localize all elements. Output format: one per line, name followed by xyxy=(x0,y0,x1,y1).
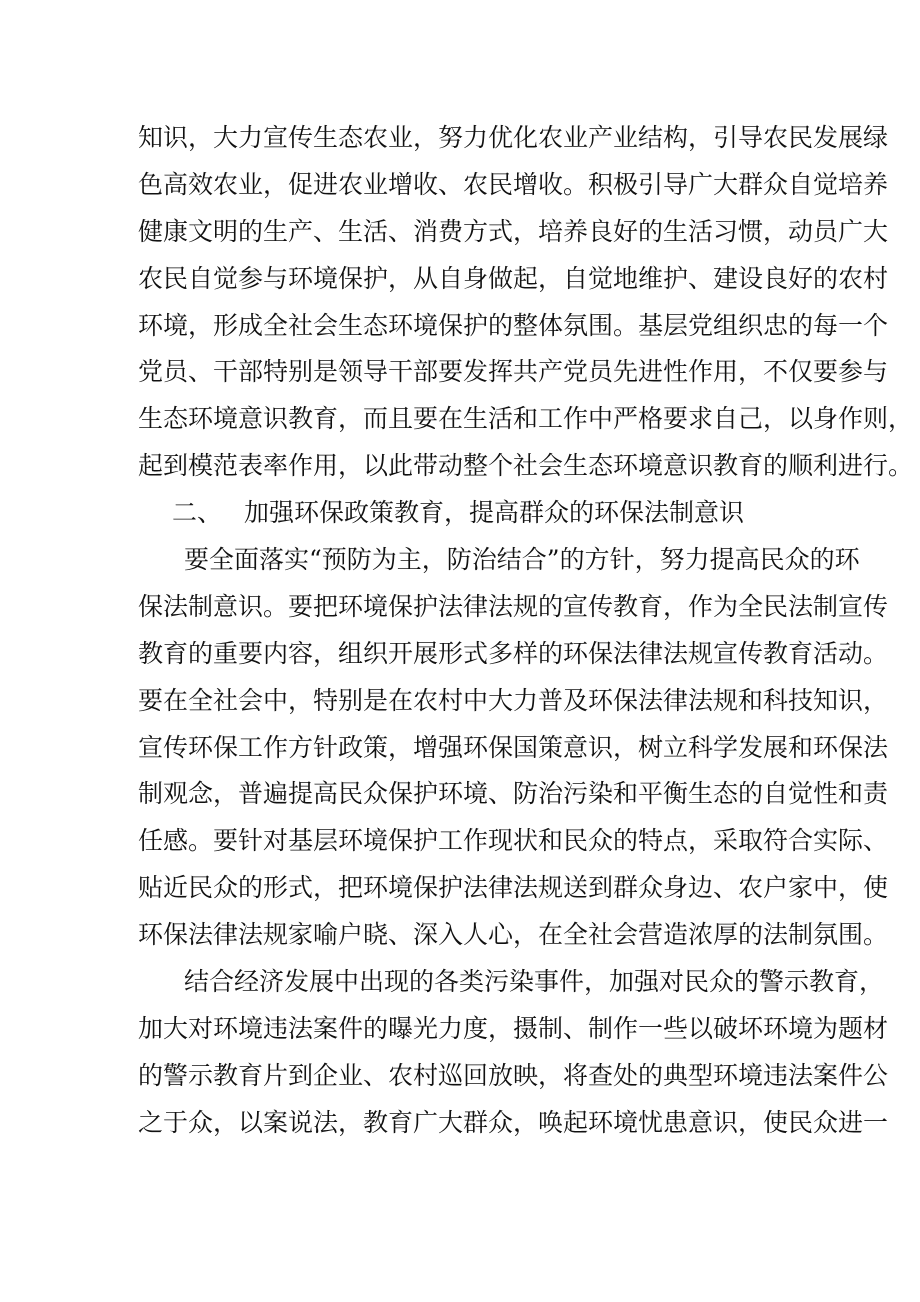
paragraph-line: 加大对环境违法案件的曝光力度，摄制、制作一些以破坏环境为题材 xyxy=(138,1013,889,1043)
paragraph-line: 制观念，普遍提高民众保护环境、防治污染和平衡生态的自觉性和责 xyxy=(138,779,889,809)
paragraph-line: 任感。要针对基层环境保护工作现状和民众的特点，采取符合实际、 xyxy=(138,826,889,856)
paragraph-line: 贴近民众的形式，把环境保护法律法规送到群众身边、农户家中，使 xyxy=(138,873,889,903)
paragraph-3 xyxy=(138,959,889,1147)
paragraph-line: 生态环境意识教育，而且要在生活和工作中严格要求自己，以身作则， xyxy=(138,404,914,434)
paragraph-line: 党员、干部特别是领导干部要发挥共产党员先进性作用，不仅要参与 xyxy=(138,357,889,387)
paragraph-line: 健康文明的生产、生活、消费方式，培养良好的生活习惯，动员广大 xyxy=(138,216,889,246)
paragraph-line: 结合经济发展中出现的各类污染事件，加强对民众的警示教育， xyxy=(184,967,885,997)
paragraph-1 xyxy=(138,115,914,490)
paragraph-line: 之于众，以案说法，教育广大群众，唤起环境忧患意识，使民众进一 xyxy=(138,1107,889,1137)
section-title: 加强环保政策教育，提高群众的环保法制意识 xyxy=(243,498,744,528)
paragraph-line: 起到模范表率作用，以此带动整个社会生态环境意识教育的顺利进行。 xyxy=(138,451,914,481)
document-body xyxy=(138,115,914,1147)
section-heading xyxy=(138,490,798,537)
paragraph-line: 知识，大力宣传生态农业，努力优化农业产业结构，引导农民发展绿 xyxy=(138,123,889,152)
paragraph-2 xyxy=(138,537,889,959)
paragraph-line: 环保法律法规家喻户晓、深入人心，在全社会营造浓厚的法制氛围。 xyxy=(138,920,889,950)
paragraph-line: 要在全社会中，特别是在农村中大力普及环保法律法规和科技知识， xyxy=(138,685,889,715)
paragraph-line: 宣传环保工作方针政策，增强环保国策意识，树立科学发展和环保法 xyxy=(138,732,889,762)
paragraph-line: 要全面落实“预防为主，防治结合”的方针，努力提高民众的环 xyxy=(184,545,860,575)
paragraph-line: 环境，形成全社会生态环境保护的整体氛围。基层党组织忠的每一个 xyxy=(138,310,889,340)
section-number: 二、 xyxy=(172,498,223,528)
paragraph-line: 教育的重要内容，组织开展形式多样的环保法律法规宣传教育活动。 xyxy=(138,638,889,668)
paragraph-line: 色高效农业，促进农业增收、农民增收。积极引导广大群众自觉培养 xyxy=(138,169,889,199)
paragraph-line: 保法制意识。要把环境保护法律法规的宣传教育，作为全民法制宣传 xyxy=(138,591,889,621)
paragraph-line: 的警示教育片到企业、农村巡回放映，将查处的典型环境违法案件公 xyxy=(138,1060,889,1090)
paragraph-line: 农民自觉参与环境保护，从自身做起，自觉地维护、建设良好的农村 xyxy=(138,263,889,293)
